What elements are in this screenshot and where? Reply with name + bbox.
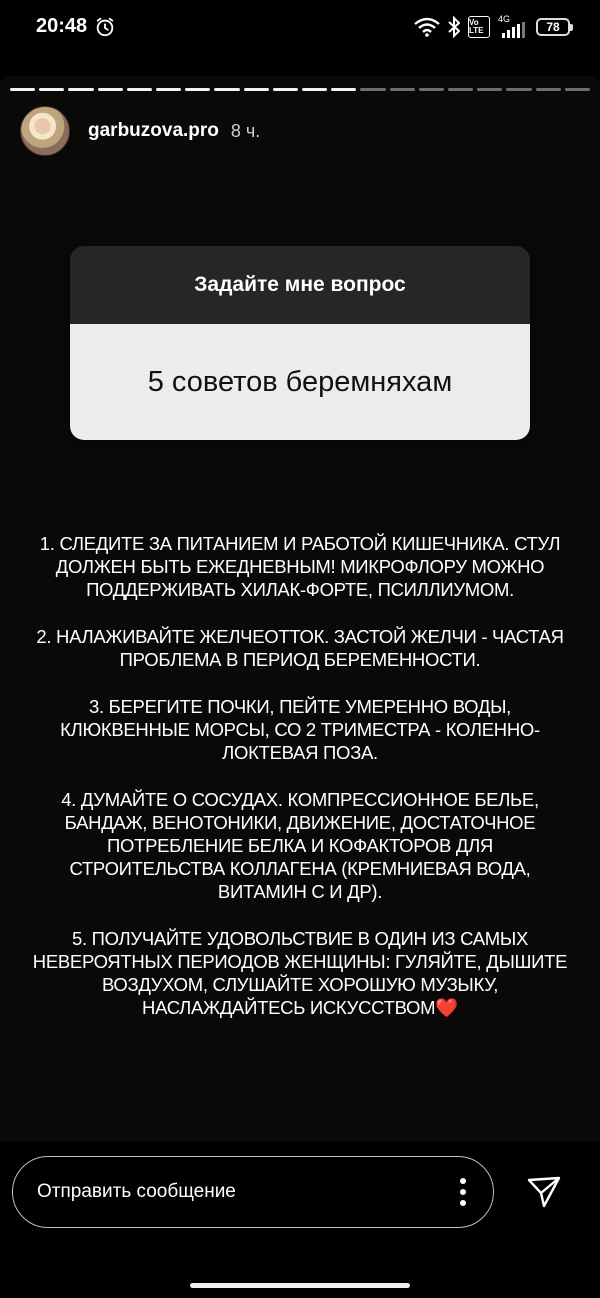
story-progress-segment — [390, 88, 415, 91]
status-bar — [0, 0, 600, 56]
battery-level: 78 — [546, 20, 560, 34]
home-indicator[interactable] — [190, 1283, 410, 1288]
story-progress-segment — [10, 88, 35, 91]
tip-item: 2. НАЛАЖИВАЙТЕ ЖЕЛЧЕОТТОК. ЗАСТОЙ ЖЕЛЧИ - ЧАСТАЯ ПРОБЛЕМА В ПЕРИОД БЕРЕМЕННОСТИ. — [36, 626, 564, 670]
story-progress-segment — [477, 88, 502, 91]
avatar[interactable] — [20, 106, 70, 156]
battery-icon — [536, 18, 570, 36]
story-progress-segment — [127, 88, 152, 91]
story-progress-segment — [98, 88, 123, 91]
story-progress-segment — [302, 88, 327, 91]
story-progress-segment — [565, 88, 590, 91]
wifi-icon — [414, 17, 440, 37]
status-icons — [414, 14, 570, 40]
story-progress — [10, 88, 590, 91]
send-icon[interactable] — [526, 1174, 562, 1210]
author-username[interactable]: garbuzova.pro — [88, 120, 219, 141]
tip-item: 1. СЛЕДИТЕ ЗА ПИТАНИЕМ И РАБОТОЙ КИШЕЧНИКА. СТУЛ ДОЛЖЕН БЫТЬ ЕЖЕДНЕВНЫМ! МИКРОФЛОРУ МОЖНО ПОДДЕРЖИВАТЬ ХИЛАК-ФОРТЕ, ПСИЛЛИУМОМ. — [39, 533, 561, 600]
alarm-icon — [94, 16, 116, 38]
heart-icon: ❤️ — [435, 997, 458, 1018]
story-progress-segment — [214, 88, 239, 91]
story-progress-segment — [448, 88, 473, 91]
question-sticker[interactable] — [70, 246, 530, 440]
story-progress-segment — [331, 88, 356, 91]
story-progress-segment — [506, 88, 531, 91]
tip-item: 4. ДУМАЙТЕ О СОСУДАХ. КОМПРЕССИОННОЕ БЕЛЬЕ, БАНДАЖ, ВЕНОТОНИКИ, ДВИЖЕНИЕ, ДОСТАТОЧНОЕ ПОТРЕБЛЕНИЕ БЕЛКА И КОФАКТОРОВ ДЛЯ СТРОИТЕЛЬСТВА КОЛЛАГЕНА (КРЕМНИЕВАЯ ВОДА, ВИТАМИН С И ДР). — [61, 789, 539, 902]
story-author[interactable] — [20, 106, 260, 156]
network-type-label: 4G — [498, 14, 511, 24]
story-time-ago: 8 ч. — [230, 120, 261, 141]
tip-item-5 — [30, 927, 570, 1019]
question-sticker-answer: 5 советов беремняхам — [70, 324, 530, 440]
message-input[interactable] — [12, 1156, 494, 1228]
signal-icon — [498, 16, 528, 38]
story-progress-segment — [39, 88, 64, 91]
question-sticker-prompt: Задайте мне вопрос — [70, 246, 530, 324]
volte-badge: Vo LTE — [468, 16, 490, 38]
bluetooth-icon — [448, 16, 460, 38]
story-progress-segment — [244, 88, 269, 91]
story-progress-segment — [536, 88, 561, 91]
more-vertical-icon[interactable] — [459, 1177, 467, 1207]
status-time: 20:48 — [36, 15, 88, 37]
story-progress-segment — [273, 88, 298, 91]
message-placeholder: Отправить сообщение — [37, 1181, 236, 1202]
story-progress-segment — [360, 88, 385, 91]
story-text — [30, 532, 570, 1043]
tip-item-text: 5. ПОЛУЧАЙТЕ УДОВОЛЬСТВИЕ В ОДИН ИЗ САМЫХ НЕВЕРОЯТНЫХ ПЕРИОДОВ ЖЕНЩИНЫ: ГУЛЯЙТЕ, ДЫШИТЕ ВОЗДУХОМ, СЛУШАЙТЕ ХОРОШУЮ МУЗЫКУ, НАСЛАЖДАЙТЕСЬ ИСКУССТВОМ — [32, 928, 568, 1018]
tip-item: 3. БЕРЕГИТЕ ПОЧКИ, ПЕЙТЕ УМЕРЕННО ВОДЫ, КЛЮКВЕННЫЕ МОРСЫ, СО 2 ТРИМЕСТРА - КОЛЕННО-ЛОКТЕВАЯ ПОЗА. — [60, 696, 540, 763]
story-view[interactable] — [0, 76, 600, 1142]
story-progress-segment — [68, 88, 93, 91]
story-progress-segment — [185, 88, 210, 91]
story-progress-segment — [419, 88, 444, 91]
story-progress-segment — [156, 88, 181, 91]
